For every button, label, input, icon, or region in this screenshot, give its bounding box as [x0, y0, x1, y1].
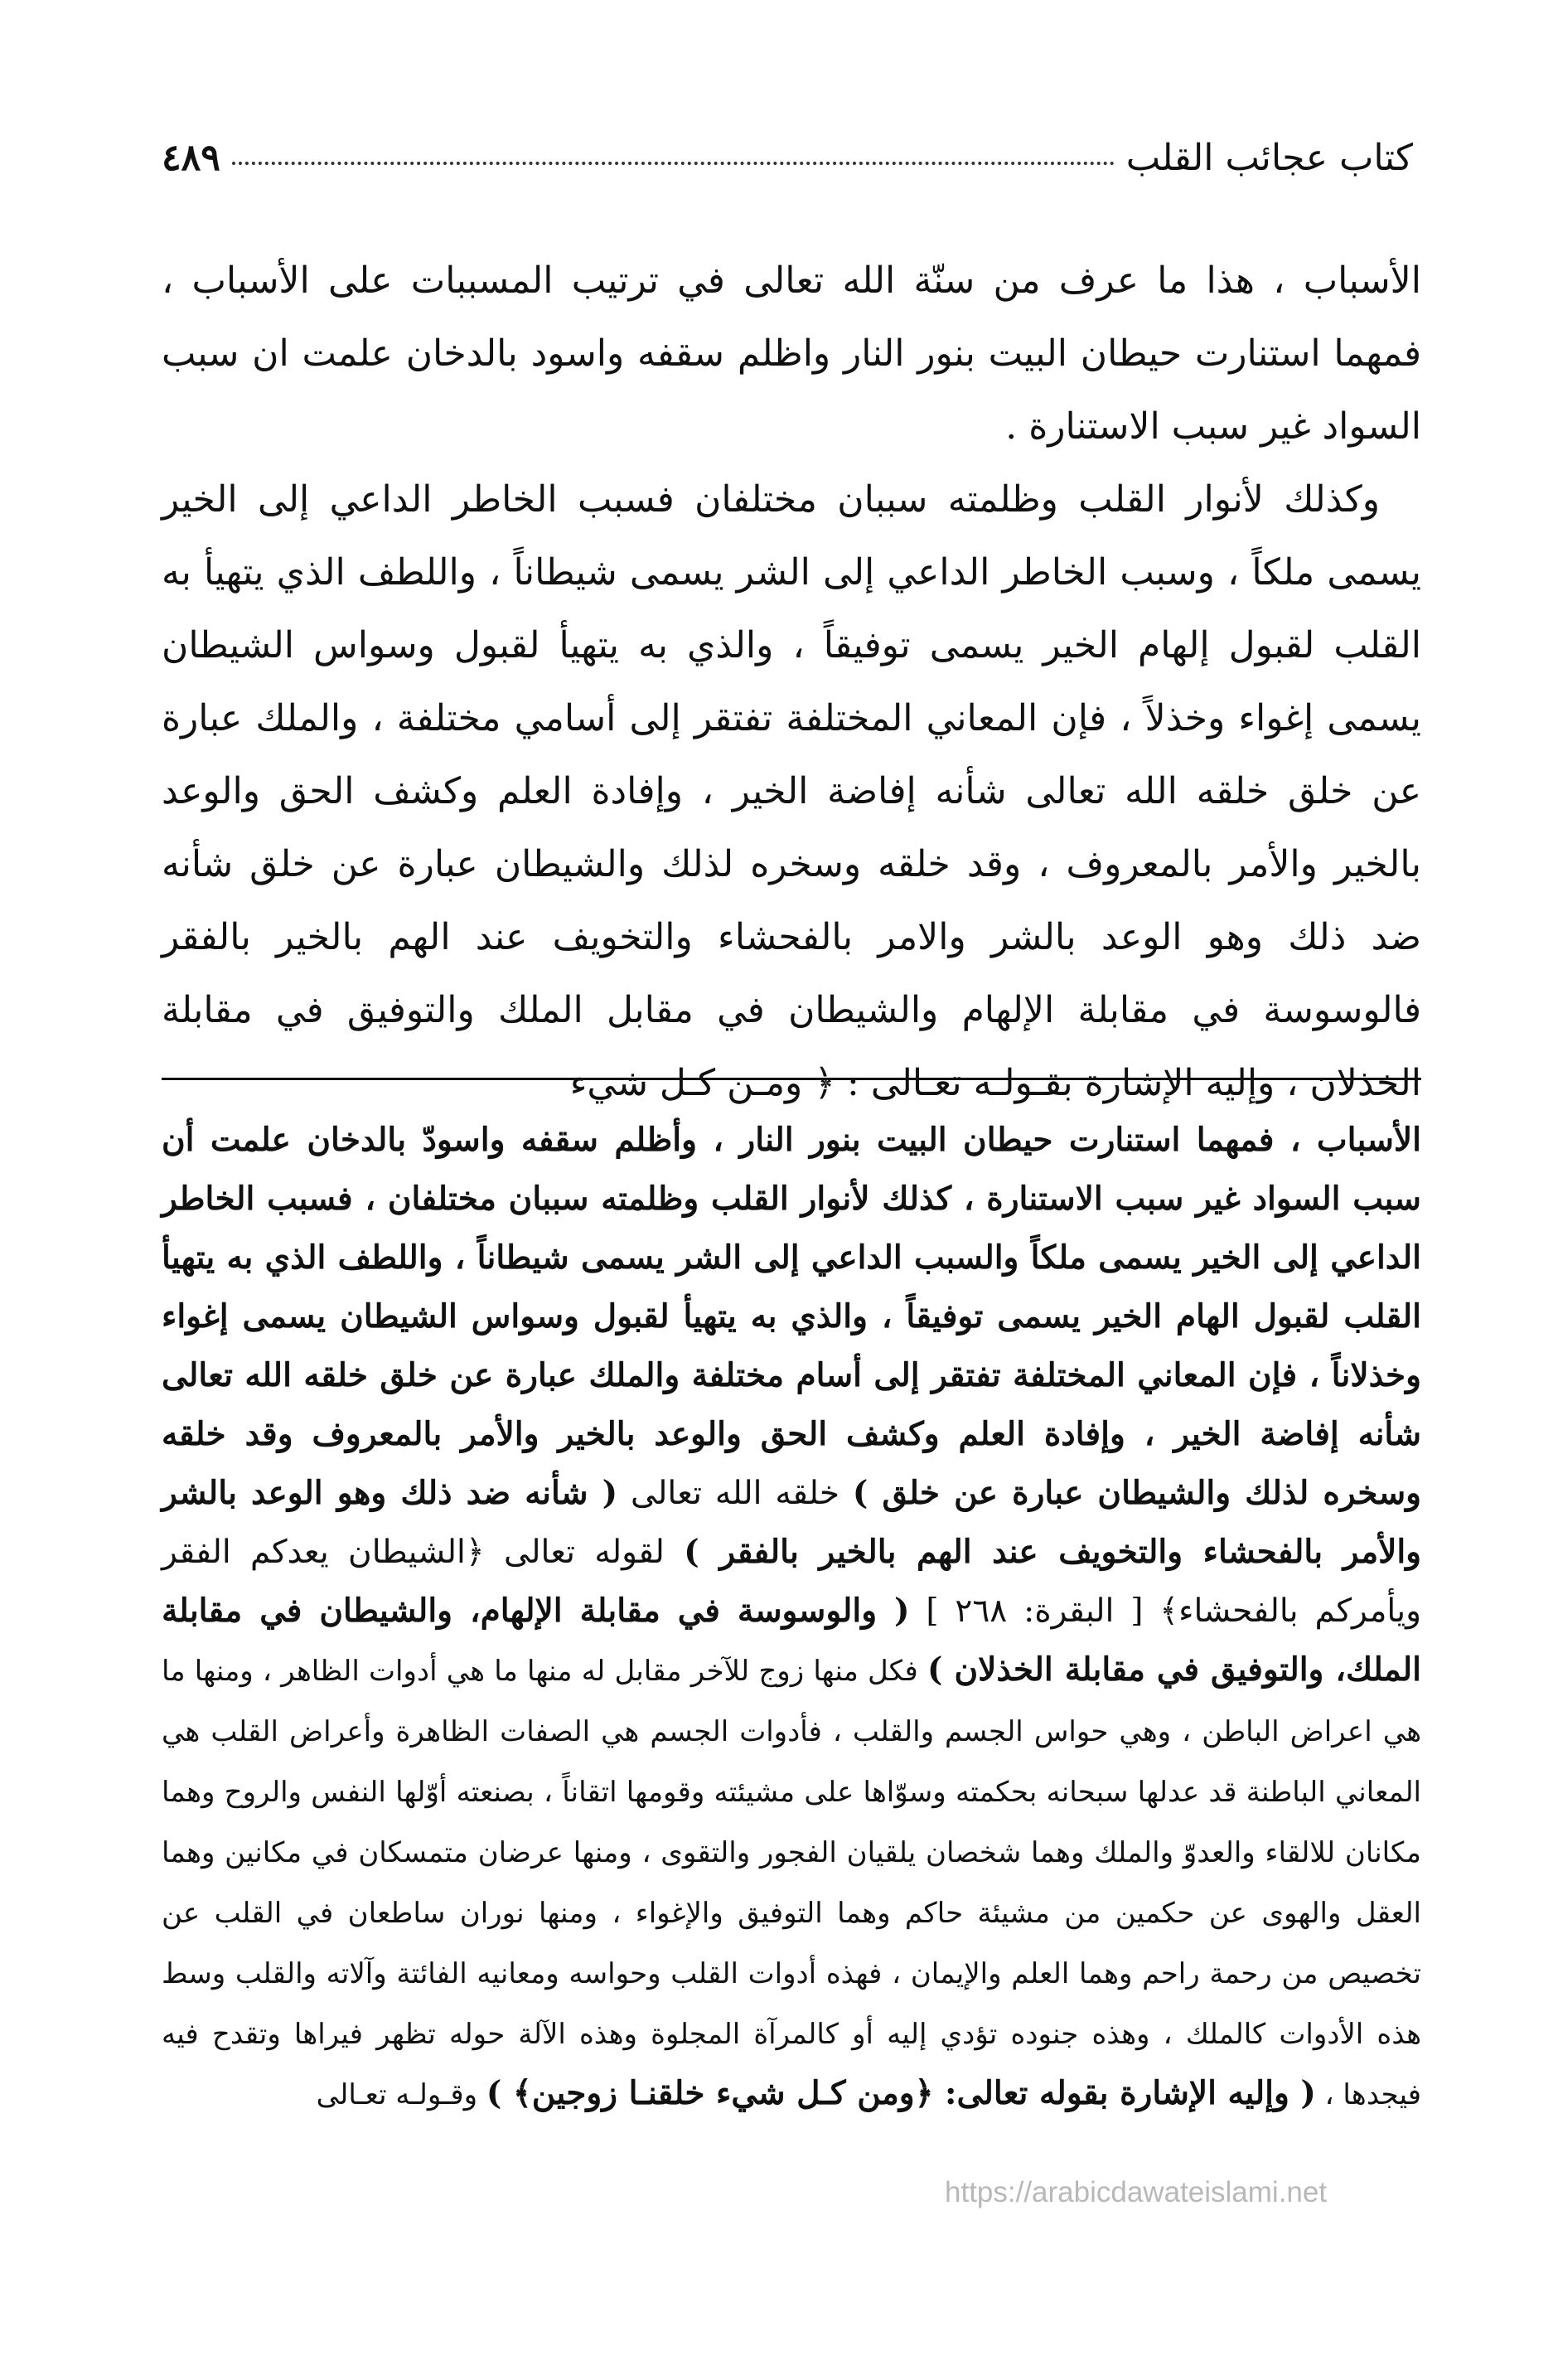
- commentary-continuation: وقـولـه تعـالى: [316, 2078, 486, 2111]
- page-header: [162, 133, 1413, 182]
- commentary-quoted-text: ( شأنه ضد ذلك وهو الوعد بالشر والأمر بالفحشاء والتخويف عند الهم بالخير بالفقر ): [162, 1474, 1422, 1571]
- commentary-paragraph: [162, 1111, 1421, 2125]
- main-paragraph: وكذلك لأنوار القلب وظلمته سببان مختلفان فسبب الخاطر الداعي إلى الخير يسمى ملكاً ، وسبب الخاطر الداعي إلى الشر يسمى شيطاناً ، واللطف الذي يتهيأ به القلب لقبول إلهام الخير يسمى توفيقاً ، والذي به يتهيأ لقبول وسواس الشيطان يسمى إغواء وخذلاً ، فإن المعاني المختلفة تفتقر إلى أسامي مختلفة ، والملك عبارة عن خلق خلقه الله تعالى شأنه إفاضة الخير ، وإفادة العلم وكشف الحق والوعد بالخير والأمر بالمعروف ، وقد خلقه وسخره لذلك والشيطان عبارة عن خلق شأنه ضد ذلك وهو الوعد بالشر والامر بالفحشاء والتخويف عند الهم بالخير بالفقر فالوسوسة في مقابلة الإلهام والشيطان في مقابل الملك والتوفيق في مقابلة الخذلان ، وإليه الإشارة بقـولـه تعـالى : ﴿ ومـن كـل شيء: [162, 478, 1421, 1104]
- commentary-explanation: فكل منها زوج للآخر مقابل له منها ما هي أدوات الظاهر ، ومنها ما هي اعراض الباطن ، وهي حواس الجسم والقلب ، فأدوات الجسم هي الصفات الظاهرة وأعراض القلب هي المعاني الباطنة قد عدلها سبحانه بحكمته وسوّاها على مشيئته وقومها اتقاناً ، بصنعته أوّلها النفس والروح وهما مكانان للالقاء والعدوّ والملك وهما شخصان يلقيان الفجور والتقوى ، ومنها عرضان متمسكان في مكانين وهما العقل والهوى عن حكمين من مشيئة حاكم وهما التوفيق والإغواء ، ومنها نوران ساطعان في القلب عن تخصيص من رحمة راحم وهما العلم والإيمان ، فهذه أدوات القلب وحواسه ومعانيه الفائتة وآلاته والقلب وسط هذه الأدوات كالملك ، وهذه جنوده تؤدي إليه أو كالمرآة المجلوة وهذه الآلة حوله تظهر فيراها وتقدح فيه فيجدها ،: [162, 1655, 1421, 2111]
- commentary-citation: لقوله تعالى ﴿الشيطان يعدكم الفقر ويأمركم بالفحشاء﴾ [ البقرة: ٢٦٨ ]: [162, 1534, 1421, 1630]
- page-number: ٤٨٩: [162, 136, 220, 179]
- commentary-text: [162, 1111, 1421, 2125]
- commentary-quoted-text: ( والوسوسة في مقابلة الإلهام، والشيطان في مقابلة الملك، والتوفيق في مقابلة الخذلان ): [162, 1592, 1421, 1689]
- main-paragraph: الأسباب ، هذا ما عرف من سنّة الله تعالى في ترتيب المسببات على الأسباب ، فمهما استنارت حيطان البيت بنور النار واظلم سقفه واسود بالدخان علمت ان سبب السواد غير سبب الاستنارة .: [162, 259, 1421, 448]
- main-text: [162, 245, 1421, 1120]
- commentary-quoted-text: الأسباب ، فمهما استنارت حيطان البيت بنور النار ، وأظلم سقفه واسودّ بالدخان علمت أن سبب السواد غير سبب الاستنارة ، كذلك لأنوار القلب وظلمته سببان مختلفان ، فسبب الخاطر الداعي إلى الخير يسمى ملكاً والسبب الداعي إلى الشر يسمى شيطاناً ، واللطف الذي به يتهيأ القلب لقبول الهام الخير يسمى توفيقاً ، والذي به يتهيأ لقبول وسواس الشيطان يسمى إغواء وخذلاناً ، فإن المعاني المختلفة تفتقر إلى أسام مختلفة والملك عبارة عن خلق خلقه الله تعالى شأنه إفاضة الخير ، وإفادة العلم وكشف الحق والوعد بالخير والأمر بالمعروف وقد خلقه وسخره لذلك والشيطان عبارة عن خلق ): [162, 1121, 1421, 1512]
- running-title: كتاب عجائب القلب: [1125, 136, 1413, 179]
- watermark-url: https://arabicdawateislami.net: [945, 2176, 1328, 2208]
- footnote-separator: [162, 1078, 1421, 1080]
- leader-dots: [232, 150, 1115, 165]
- commentary-gloss: خلقه الله تعالى: [617, 1475, 853, 1512]
- commentary-quoted-text: ( وإليه الإشارة بقوله تعالى: ﴿ومن كـل شيء خلقنـا زوجين﴾ ): [486, 2074, 1316, 2112]
